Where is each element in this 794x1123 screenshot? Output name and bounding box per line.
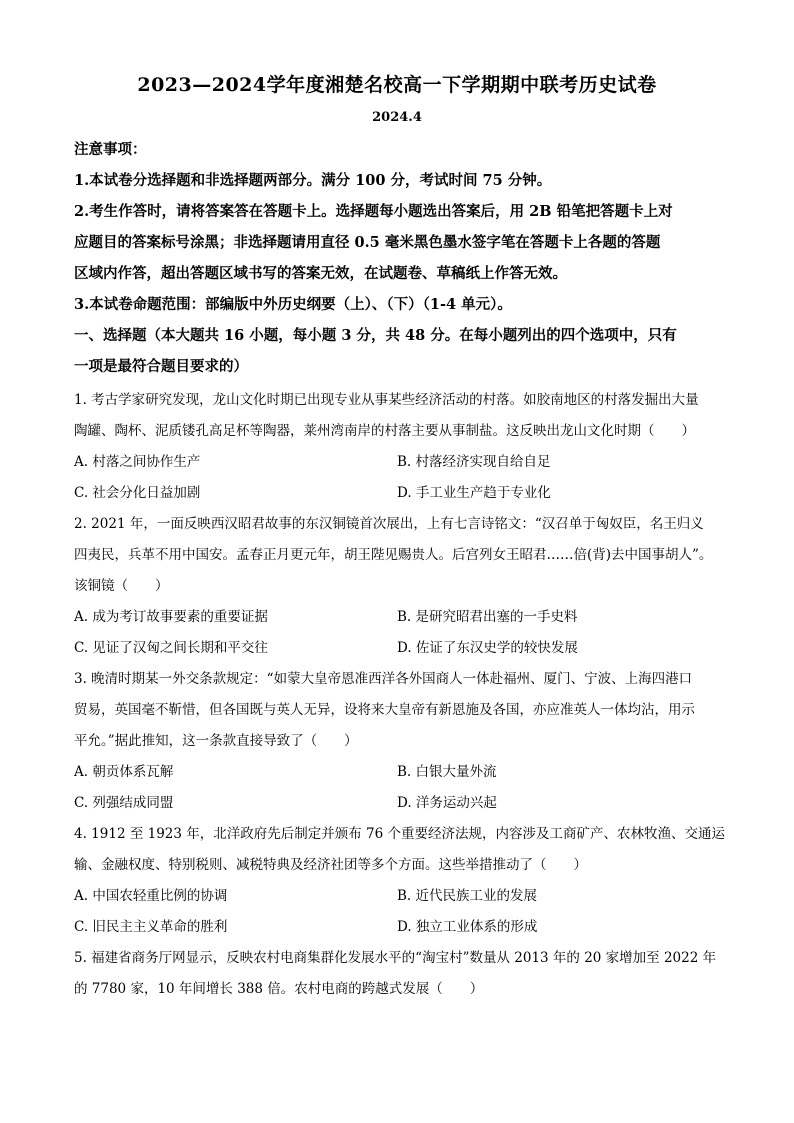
notice-item-2-line-3: 区域内作答，超出答题区域书写的答案无效，在试题卷、草稿纸上作答无效。 [74, 265, 567, 282]
question-1-option-b: B. 村落经济实现自给自足 [397, 454, 551, 470]
question-4-option-b: B. 近代民族工业的发展 [397, 888, 538, 904]
question-1-line-2: 陶罐、陶杯、泥质镂孔高足杯等陶器，莱州湾南岸的村落主要从事制盐。这反映出龙山文化时期（ ） [74, 423, 695, 439]
question-4-line-2: 输、金融权度、特别税则、减税特典及经济社团等多个方面。这些举措推动了（ ） [74, 857, 587, 873]
question-2-option-a: A. 成为考订故事要素的重要证据 [74, 609, 268, 625]
question-3-line-1: 3. 晚清时期某一外交条款规定：“如蒙大皇帝恩准西洋各外国商人一体赴福州、厦门、宁波、上海四港口 [74, 671, 693, 687]
page-title: 2023—2024学年度湘楚名校高一下学期期中联考历史试卷 [137, 74, 657, 96]
question-3-option-b: B. 白银大量外流 [397, 764, 497, 780]
question-2-option-d: D. 佐证了东汉史学的较快发展 [397, 640, 578, 656]
question-4-option-a: A. 中国农轻重比例的协调 [74, 888, 228, 904]
question-1-option-c: C. 社会分化日益加剧 [74, 485, 201, 501]
exam-date: 2024.4 [372, 110, 422, 125]
question-1-option-d: D. 手工业生产趋于专业化 [397, 485, 551, 501]
question-3-option-d: D. 洋务运动兴起 [397, 795, 497, 811]
question-2-option-b: B. 是研究昭君出塞的一手史料 [397, 609, 578, 625]
section-heading-line-1: 一、选择题（本大题共 16 小题，每小题 3 分，共 48 分。在每小题列出的四个选项中，只有 [74, 327, 677, 344]
question-2-line-2: 四夷民，兵革不用中国安。孟春正月更元年，胡王陛见赐贵人。后宫列女王昭君……倍(背)去中国事胡人”。 [74, 547, 713, 563]
question-3-line-2: 贸易，英国毫不靳惜，但各国既与英人无异，设将来大皇帝有新恩施及各国，亦应准英人一体均沾，用示 [74, 702, 695, 718]
question-5-line-1: 5. 福建省商务厅网显示，反映农村电商集群化发展水平的“淘宝村”数量从 2013 年的 20 家增加至 2022 年 [74, 950, 717, 966]
notice-item-1: 1.本试卷分选择题和非选择题两部分。满分 100 分，考试时间 75 分钟。 [74, 172, 552, 189]
question-5-line-2: 的 7780 家，10 年间增长 388 倍。农村电商的跨越式发展（ ） [74, 981, 484, 997]
question-4-option-d: D. 独立工业体系的形成 [397, 919, 538, 935]
question-1-option-a: A. 村落之间协作生产 [74, 454, 201, 470]
question-3-option-a: A. 朝贡体系瓦解 [74, 764, 174, 780]
notice-item-2-line-2: 应题目的答案标号涂黑；非选择题请用直径 0.5 毫米黑色墨水签字笔在答题卡上各题的答题 [74, 234, 661, 251]
question-4-line-1: 4. 1912 至 1923 年，北洋政府先后制定并颁布 76 个重要经济法规，内容涉及工商矿产、农林牧渔、交通运 [74, 826, 726, 842]
question-3-line-3: 平允。”据此推知，这一条款直接导致了（ ） [74, 733, 358, 749]
notice-heading: 注意事项： [74, 141, 147, 158]
notice-item-3: 3.本试卷命题范围：部编版中外历史纲要（上）、（下）（1-4 单元）。 [74, 296, 512, 313]
section-heading-line-2: 一项是最符合题目要求的） [74, 358, 248, 375]
question-2-line-1: 2. 2021 年，一面反映西汉昭君故事的东汉铜镜首次展出，上有七言诗铭文：“汉召单于匈奴臣，名王归义 [74, 516, 704, 532]
question-2-line-3: 该铜镜（ ） [74, 578, 169, 594]
question-4-option-c: C. 旧民主主义革命的胜利 [74, 919, 228, 935]
question-2-option-c: C. 见证了汉匈之间长期和平交往 [74, 640, 268, 656]
question-3-option-c: C. 列强结成同盟 [74, 795, 174, 811]
question-1-line-1: 1. 考古学家研究发现，龙山文化时期已出现专业从事某些经济活动的村落。如胶南地区的村落发掘出大量 [74, 392, 699, 408]
notice-item-2-line-1: 2.考生作答时，请将答案答在答题卡上。选择题每小题选出答案后，用 2B 铅笔把答题卡上对 [74, 203, 673, 220]
